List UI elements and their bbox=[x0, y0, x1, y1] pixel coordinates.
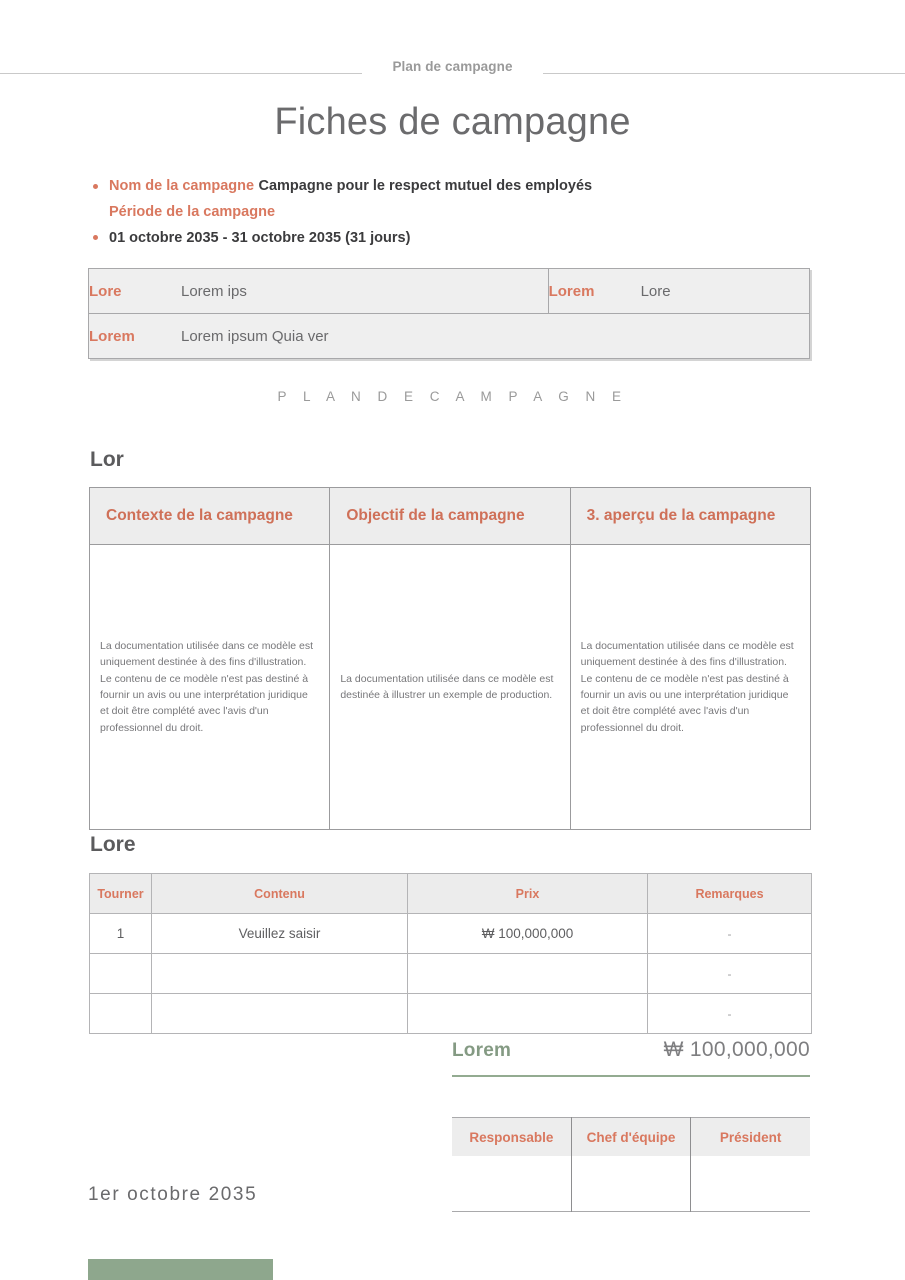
section-heading-lore: Lore bbox=[90, 833, 136, 856]
header-rule-right bbox=[543, 73, 905, 74]
total-value: ₩ 100,000,000 bbox=[663, 1038, 810, 1061]
total-row bbox=[452, 1038, 810, 1077]
cell-text: La documentation utilisée dans ce modèle est destinée à illustrer un exemple de production. bbox=[340, 672, 554, 701]
table-row bbox=[90, 994, 812, 1034]
table-row bbox=[89, 314, 810, 359]
info-cell-label: Lore bbox=[89, 269, 182, 314]
cell-remarques: - bbox=[648, 914, 812, 954]
campaign-info-table bbox=[88, 268, 810, 359]
column-header-chef-equipe: Chef d'équipe bbox=[571, 1118, 690, 1157]
cell-tourner: 1 bbox=[90, 914, 152, 954]
header-running-title: Plan de campagne bbox=[392, 58, 513, 74]
cell-remarques: - bbox=[648, 994, 812, 1034]
section-heading-lor: Lor bbox=[90, 448, 124, 471]
footer-date: 1er octobre 2035 bbox=[88, 1184, 258, 1205]
cell-contenu: Veuillez saisir bbox=[152, 914, 408, 954]
campaign-meta-list bbox=[90, 173, 830, 251]
cell-tourner bbox=[90, 994, 152, 1034]
column-header-prix: Prix bbox=[408, 874, 648, 914]
cell-text: La documentation utilisée dans ce modèle est uniquement destinée à des fins d'illustration. Le contenu de ce modèle n'est pas destiné à fournir un avis ou une interprétation juridique et doit être complété avec l'avis d'un professionnel du droit. bbox=[100, 640, 314, 734]
section-caption: P L A N D E C A M P A G N E bbox=[277, 389, 628, 404]
price-table bbox=[89, 873, 812, 1034]
table-header-row bbox=[90, 874, 812, 914]
campaign-name-value: Campagne pour le respect mutuel des employés bbox=[258, 178, 593, 194]
cell-text: La documentation utilisée dans ce modèle est uniquement destinée à des fins d'illustration. Le contenu de ce modèle n'est pas destiné à fournir un avis ou une interprétation juridique et doit être complété avec l'avis d'un professionnel du droit. bbox=[580, 640, 794, 734]
overview-cell-contexte bbox=[90, 545, 330, 830]
cell-prix bbox=[408, 994, 648, 1034]
bullet-dot-icon bbox=[93, 235, 98, 240]
column-header-apercu: 3. aperçu de la campagne bbox=[570, 488, 810, 545]
table-row bbox=[452, 1156, 810, 1212]
column-header-contenu: Contenu bbox=[152, 874, 408, 914]
overview-cell-objectif bbox=[330, 545, 570, 830]
info-cell-value: Lorem ips bbox=[181, 269, 548, 314]
table-row bbox=[89, 269, 810, 314]
document-running-header bbox=[0, 58, 905, 84]
column-header-objectif: Objectif de la campagne bbox=[330, 488, 570, 545]
campaign-name-row bbox=[90, 173, 830, 199]
column-header-remarques: Remarques bbox=[648, 874, 812, 914]
campaign-period-value: 01 octobre 2035 - 31 octobre 2035 (31 jours) bbox=[109, 230, 411, 246]
info-cell-label: Lorem bbox=[548, 269, 641, 314]
campaign-overview-table bbox=[89, 487, 811, 830]
column-header-tourner: Tourner bbox=[90, 874, 152, 914]
campaign-period-row bbox=[90, 199, 830, 251]
info-cell-value: Lore bbox=[641, 269, 810, 314]
footer-accent-bar bbox=[88, 1259, 273, 1280]
cell-contenu bbox=[152, 954, 408, 994]
total-label: Lorem bbox=[452, 1040, 512, 1061]
info-cell-value: Lorem ipsum Quia ver bbox=[181, 314, 810, 359]
cell-prix: ₩ 100,000,000 bbox=[408, 914, 648, 954]
cell-contenu bbox=[152, 994, 408, 1034]
page-title: Fiches de campagne bbox=[274, 101, 631, 143]
signature-cell-chef-equipe[interactable] bbox=[571, 1156, 690, 1212]
overview-cell-apercu bbox=[570, 545, 810, 830]
column-header-responsable: Responsable bbox=[452, 1118, 571, 1157]
table-row bbox=[90, 545, 811, 830]
table-row bbox=[90, 954, 812, 994]
cell-prix bbox=[408, 954, 648, 994]
column-header-contexte: Contexte de la campagne bbox=[90, 488, 330, 545]
campaign-name-label: Nom de la campagne bbox=[109, 178, 255, 194]
bullet-dot-icon bbox=[93, 184, 98, 189]
table-header-row bbox=[90, 488, 811, 545]
info-cell-label: Lorem bbox=[89, 314, 182, 359]
table-header-row bbox=[452, 1118, 810, 1157]
cell-remarques: - bbox=[648, 954, 812, 994]
signature-cell-president[interactable] bbox=[691, 1156, 810, 1212]
column-header-president: Président bbox=[691, 1118, 810, 1157]
signature-cell-responsable[interactable] bbox=[452, 1156, 571, 1212]
signature-table bbox=[452, 1117, 810, 1212]
cell-tourner bbox=[90, 954, 152, 994]
table-row bbox=[90, 914, 812, 954]
header-rule-left bbox=[0, 73, 362, 74]
campaign-period-label: Période de la campagne bbox=[109, 204, 276, 220]
